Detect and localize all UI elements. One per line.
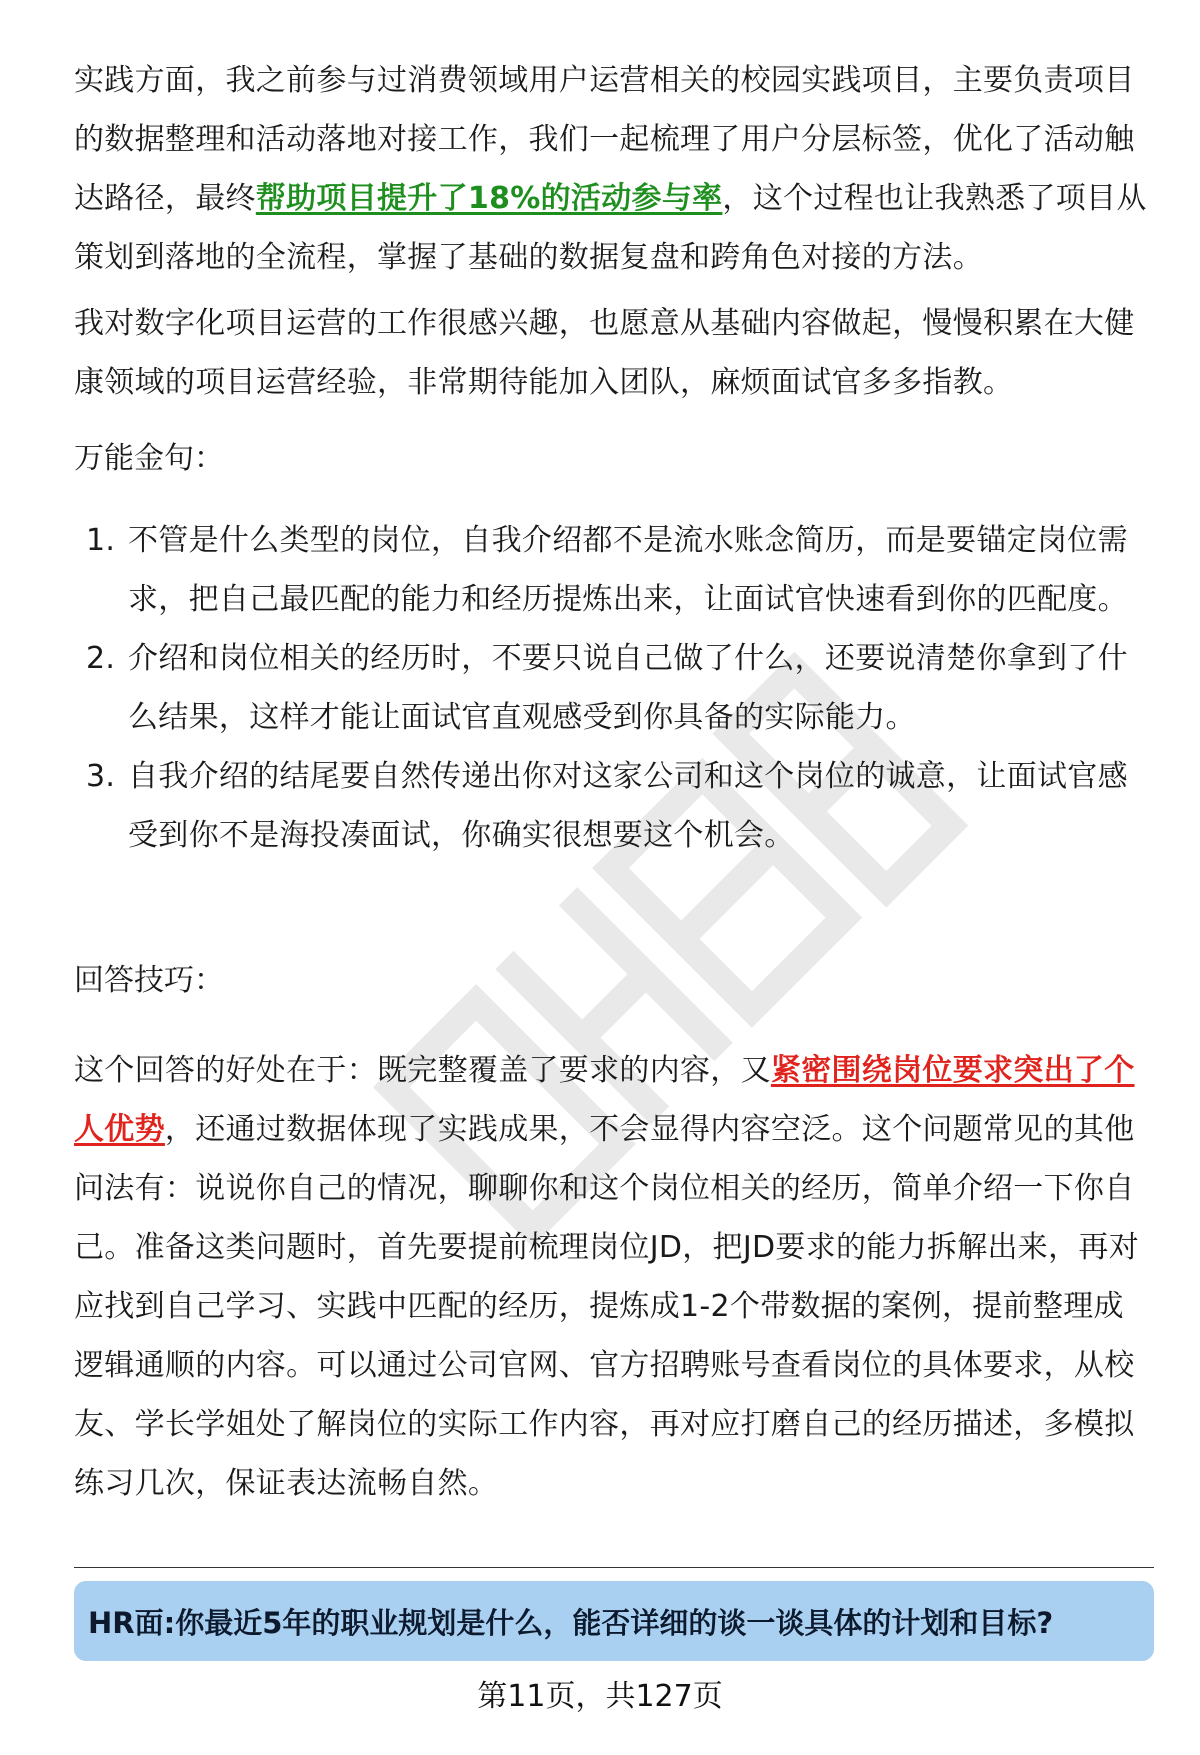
paragraph-practice: [74, 51, 1154, 287]
question-banner-text: HR面:你最近5年的职业规划是什么，能否详细的谈一谈具体的计划和目标?: [88, 1605, 1054, 1640]
question-banner: [74, 1581, 1154, 1661]
list-item: [74, 511, 1154, 629]
section-divider: [74, 1567, 1154, 1568]
paragraph-tips-after: ，还通过数据体现了实践成果，不会显得内容空泛。这个问题常见的其他问法有：说说你自己的情况，聊聊你和这个岗位相关的经历，简单介绍一下你自己。准备这类问题时，首先要提前梳理岗位JD，把JD要求的能力拆解出来，再对应找到自己学习、实践中匹配的经历，提炼成1-2个带数据的案例，提前整理成逻辑通顺的内容。可以通过公司官网、官方招聘账号查看岗位的具体要求，从校友、学长学姐处了解岗位的实际工作内容，再对应打磨自己的经历描述，多模拟练习几次，保证表达流畅自然。: [74, 1112, 1139, 1501]
section-label-tips: 回答技巧：: [74, 963, 224, 998]
golden-sentence-list: [74, 511, 1154, 865]
paragraph-tips-before: 这个回答的好处在于：既完整覆盖了要求的内容，又: [74, 1053, 771, 1088]
paragraph-practice-after: ，这个过程也让我熟悉了项目从策划到落地的全流程，掌握了基础的数据复盘和跨角色对接的方法。: [74, 181, 1147, 275]
paragraph-tips: [74, 1041, 1154, 1513]
highlight-red: 紧密围绕岗位要求突出了个人优势: [74, 1053, 1135, 1147]
list-number: 1.: [86, 523, 116, 558]
list-item: [74, 629, 1154, 747]
list-number: 2.: [86, 641, 116, 676]
paragraph-practice-before: 实践方面，我之前参与过消费领域用户运营相关的校园实践项目，主要负责项目的数据整理和活动落地对接工作，我们一起梳理了用户分层标签，优化了活动触达路径，最终: [74, 63, 1135, 216]
highlight-green: 帮助项目提升了18%的活动参与率: [255, 181, 723, 216]
list-item: [74, 747, 1154, 865]
list-item-text: 介绍和岗位相关的经历时，不要只说自己做了什么，还要说清楚你拿到了什么结果，这样才能让面试官直观感受到你具备的实际能力。: [128, 641, 1128, 735]
list-number: 3.: [86, 759, 116, 794]
page-number: 第11页，共127页: [477, 1679, 723, 1714]
list-item-text: 自我介绍的结尾要自然传递出你对这家公司和这个岗位的诚意，让面试官感受到你不是海投凑面试，你确实很想要这个机会。: [128, 759, 1128, 853]
paragraph-interest: 我对数字化项目运营的工作很感兴趣，也愿意从基础内容做起，慢慢积累在大健康领域的项目运营经验，非常期待能加入团队，麻烦面试官多多指教。: [74, 306, 1135, 400]
list-item-text: 不管是什么类型的岗位，自我介绍都不是流水账念简历，而是要锚定岗位需求，把自己最匹配的能力和经历提炼出来，让面试官快速看到你的匹配度。: [128, 523, 1128, 617]
section-label-golden: 万能金句：: [74, 441, 224, 476]
